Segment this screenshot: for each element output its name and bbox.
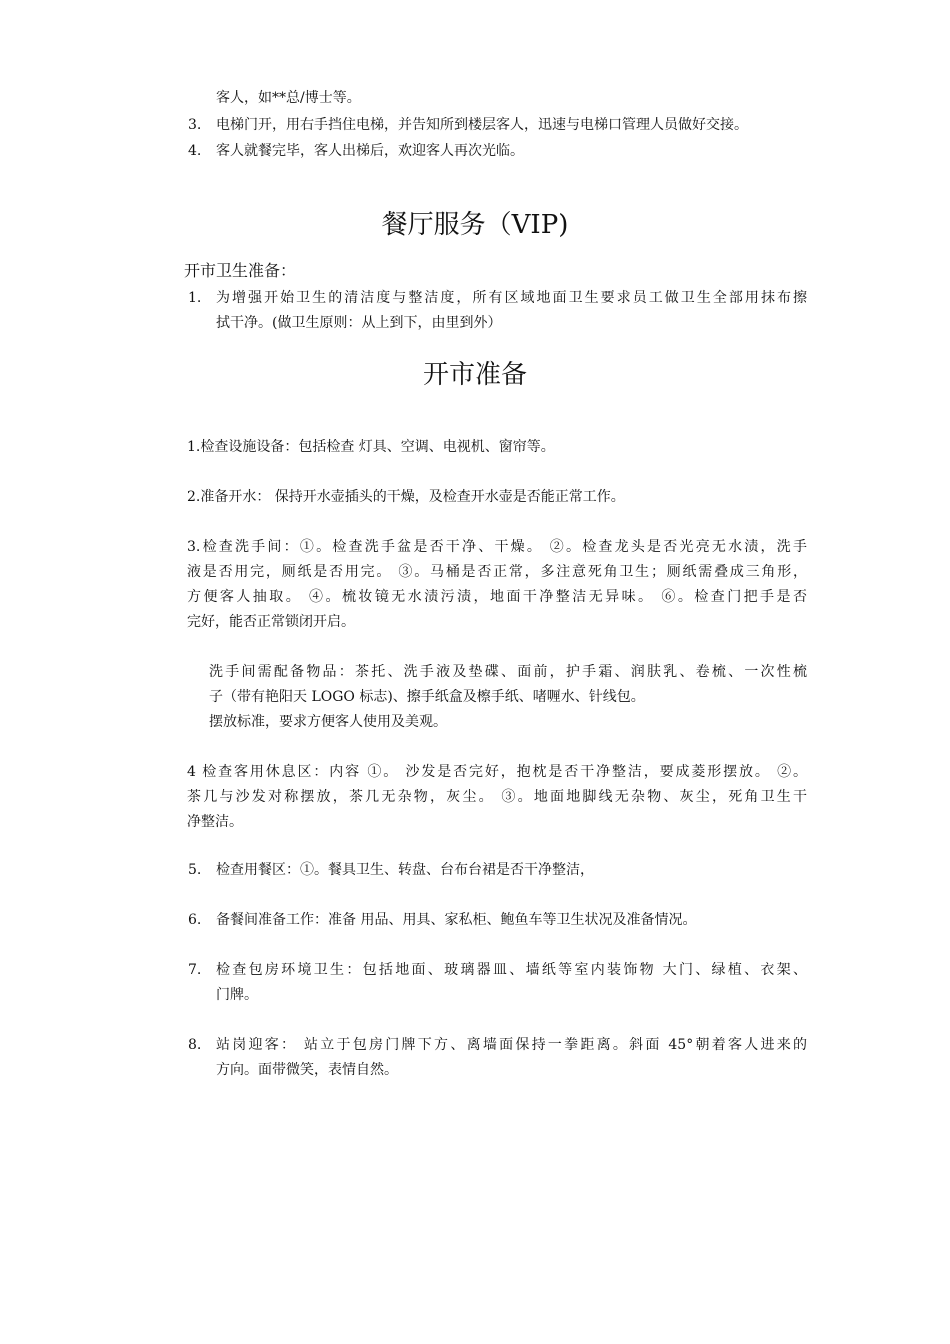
list-number: 4. — [188, 143, 202, 159]
subsection-title: 开市卫生准备： — [184, 261, 297, 280]
list-number: 3. — [188, 117, 202, 133]
list-item-text: 站岗迎客： 站立于包房门牌下方、离墙面保持一拳距离。斜面 45°朝着客人进来的 — [216, 1037, 807, 1053]
list-number: 6. — [188, 912, 202, 928]
list-item-text: 电梯门开，用右手挡住电梯，并告知所到楼层客人，迅速与电梯口管理人员做好交接。 — [216, 117, 748, 133]
paragraph-line: 4 检查客用休息区：内容 ①。 沙发是否完好，抱枕是否干净整洁，要成菱形摆放。 ②。 — [187, 764, 807, 780]
list-number: 7. — [188, 962, 202, 978]
paragraph-line: 子（带有艳阳天 LOGO 标志)、擦手纸盒及檫手纸、啫喱水、针线包。 — [209, 689, 645, 705]
list-item-text: 为增强开始卫生的清洁度与整洁度，所有区域地面卫生要求员工做卫生全部用抹布擦 — [216, 290, 807, 306]
paragraph-line: 净整洁。 — [187, 814, 243, 830]
list-item-text: 检查用餐区：①。餐具卫生、转盘、台布台裙是否干净整洁， — [216, 862, 594, 878]
list-number: 1. — [188, 290, 202, 306]
list-item-text: 备餐间准备工作：准备 用品、用具、家私柜、鲍鱼车等卫生状况及准备情况。 — [216, 912, 697, 928]
list-item-text: 拭干净。(做卫生原则：从上到下，由里到外） — [216, 315, 502, 331]
paragraph-line: 方便客人抽取。 ④。梳妆镜无水渍污渍，地面干净整洁无异味。 ⑥。检查门把手是否 — [187, 589, 807, 605]
paragraph: 1.检查设施设备：包括检查 灯具、空调、电视机、窗帘等。 — [187, 439, 555, 455]
paragraph-line: 洗手间需配备物品：茶托、洗手液及垫碟、面前，护手霜、润肤乳、卷梳、一次性梳 — [209, 664, 807, 680]
list-item-text: 客人就餐完毕，客人出梯后，欢迎客人再次光临。 — [216, 143, 524, 159]
list-number: 8. — [188, 1037, 202, 1053]
paragraph: 2.准备开水： 保持开水壶插头的干燥，及检查开水壶是否能正常工作。 — [187, 489, 625, 505]
section-title-vip: 餐厅服务（VIP) — [381, 210, 569, 240]
list-number: 5. — [188, 862, 202, 878]
paragraph-line: 液是否用完，厕纸是否用完。 ③。马桶是否正常，多注意死角卫生；厕纸需叠成三角形， — [187, 564, 807, 580]
paragraph-line: 完好，能否正常锁闭开启。 — [187, 614, 355, 630]
paragraph-line: 3.检查洗手间：①。检查洗手盆是否干净、干燥。 ②。检查龙头是否光亮无水渍，洗手 — [187, 539, 807, 555]
paragraph-line: 茶几与沙发对称摆放，茶几无杂物，灰尘。 ③。地面地脚线无杂物、灰尘，死角卫生干 — [187, 789, 807, 805]
section-title-open: 开市准备 — [422, 360, 527, 390]
paragraph-line: 摆放标准，要求方便客人使用及美观。 — [209, 714, 447, 730]
list-item-text: 方向。面带微笑，表情自然。 — [216, 1062, 398, 1078]
list-item-text: 检查包房环境卫生：包括地面、玻璃器皿、墙纸等室内装饰物 大门、绿植、衣架、 — [216, 962, 807, 978]
list-item-text: 门牌。 — [216, 987, 258, 1003]
list-item-continuation: 客人，如**总/博士等。 — [216, 90, 361, 106]
